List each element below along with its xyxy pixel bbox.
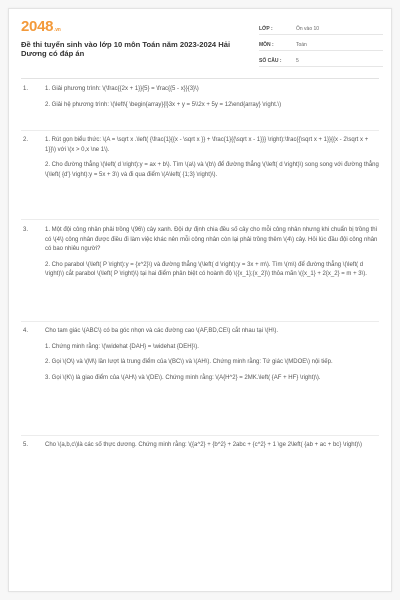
meta-label: LỚP :: [259, 26, 273, 32]
document-title: Đề thi tuyển sinh vào lớp 10 môn Toán năm 2023-2024 Hải Dương có đáp án: [21, 40, 231, 59]
question-body: [45, 441, 379, 451]
exam-meta: [259, 22, 383, 70]
question-part: 2. Giải hệ phương trình: \(\left\{ \begin{array}{l}3x + y = 5\\2x + 5y = 12\end{array} \right.\): [45, 101, 282, 108]
question-5: [23, 441, 379, 457]
meta-row-subject: [259, 38, 383, 51]
question-part: 2. Cho đường thẳng \(\left( d \right):y = ax + b\). Tìm \(a\) và \(b\) để đường thẳng \(\left( d \right)\) song song với đường thẳng \(\left( {d'} \right):y = 5x + 3\) và đi qua điểm \(A\left( {1;3} \right)\).: [45, 162, 379, 178]
question-part: 2. Gọi \(O\) và \(M\) lần lượt là trung điểm của \(BC\) và \(AH\). Chứng minh rằng: Tứ giác \(MDOE\) nội tiếp.: [45, 359, 333, 366]
question-body: [45, 226, 379, 280]
question-3: [23, 226, 379, 286]
question-part: 1. Rút gọn biểu thức: \(A = \sqrt x .\left( {\frac{1}{{x - \sqrt x }} + \frac{1}{{\sqrt x - 1}}} \right):\frac{{\sqrt x + 1}}{{x - 2\sqrt x + 1}}\) với \(x > 0,x \ne 1\).: [45, 137, 369, 153]
meta-value: 5: [296, 58, 299, 64]
question-part: 1. Chứng minh rằng: \(\widehat {DAH} = \widehat {DEH}\).: [45, 343, 199, 350]
question-body: [45, 85, 379, 110]
document-header: [21, 18, 379, 74]
question-2: [23, 136, 379, 186]
meta-label: SỐ CÂU :: [259, 58, 282, 64]
question-divider: [21, 130, 379, 131]
meta-label: MÔN :: [259, 42, 274, 48]
meta-value: Toán: [296, 42, 307, 48]
question-body: [45, 327, 379, 383]
question-divider: [21, 219, 379, 220]
question-number: 5.: [23, 442, 29, 448]
meta-row-question-count: [259, 54, 383, 67]
question-number: 2.: [23, 137, 29, 143]
meta-value: Ôn vào 10: [296, 26, 320, 32]
question-intro: Cho tam giác \(ABC\) có ba góc nhọn và các đường cao \(AF,BD,CE\) cắt nhau tại \(H\).: [45, 328, 279, 334]
question-part: 1. Một đội công nhân phải trồng \(96\) cây xanh. Đội dự định chia đều số cây cho mỗi công nhân nhưng khi chuẩn bị trồng thì có \(4\) công nhân được điều đi làm việc khác nên mỗi công nhân còn lại phải trồng thêm \(4\) cây. Hỏi lúc đầu đội công nhân có bao nhiêu người?: [45, 227, 378, 253]
question-4: [23, 327, 379, 389]
question-1: [23, 85, 379, 116]
question-number: 1.: [23, 86, 29, 92]
site-logo[interactable]: [21, 18, 61, 35]
header-divider: [21, 78, 379, 79]
meta-row-class: [259, 22, 383, 35]
question-intro: Cho \(a,b,c\)là các số thực dương. Chứng minh rằng: \({a^2} + {b^2} + 2abc + {c^2} + 1 \ge 2\left( {ab + ac + bc} \right)\): [45, 442, 362, 448]
logo-suffix: .vn: [54, 27, 61, 33]
document-page: [8, 8, 392, 592]
question-number: 4.: [23, 328, 29, 334]
question-body: [45, 136, 379, 180]
question-divider: [21, 435, 379, 436]
question-part: 3. Gọi \(K\) là giao điểm của \(AH\) và \(DE\). Chứng minh rằng: \(A{H^2} = 2MK.\left( {AF + HF} \right)\).: [45, 374, 321, 381]
question-divider: [21, 321, 379, 322]
question-part: 2. Cho parabol \(\left( P \right):y = {x^2}\) và đường thẳng \(\left( d \right):y = 3x + m\). Tìm \(m\) để đường thẳng \(\left( d \right)\) cắt parabol \(\left( P \right)\) tại hai điểm phân biệt có hoành độ \({x_1};{x_2}\) thỏa mãn \({x_1} + 2{x_2} = m + 3\).: [45, 261, 367, 278]
question-number: 3.: [23, 227, 29, 233]
logo-text: 2048: [21, 18, 54, 35]
question-part: 1. Giải phương trình: \(\frac{{2x + 1}}{5} = \frac{{5 - x}}{3}\): [45, 86, 199, 92]
